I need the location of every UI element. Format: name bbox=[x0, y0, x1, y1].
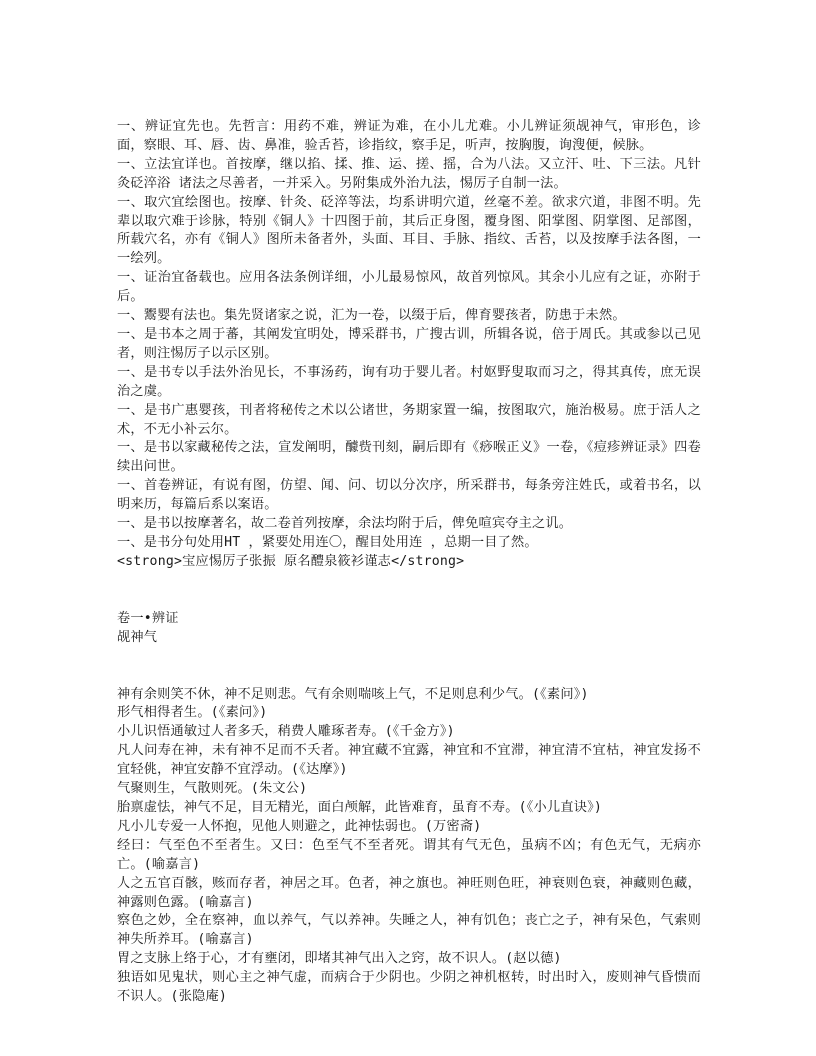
body-paragraph: 胃之支脉上络于心，才有壅闭，即堵其神气出入之窍，故不识人。(赵以德) bbox=[117, 951, 562, 967]
preface-paragraph: 一、是书广惠婴孩，刊者将秘传之术以公诸世，务期家置一编，按图取穴，施治极易。庶于活人之术，不无小补云尔。 bbox=[117, 402, 701, 437]
document-page bbox=[117, 118, 701, 1007]
body-section bbox=[117, 686, 701, 1007]
body-paragraph: 人之五官百骸，赅而存者，神居之耳。色者，神之旗也。神旺则色旺，神衰则色衰，神藏则色藏，神露则色露。(喻嘉言) bbox=[117, 875, 701, 910]
body-paragraph: 经曰：气至色不至者生。又曰：色至气不至者死。谓其有气无色，虽病不凶；有色无气，无病亦亡。(喻嘉言) bbox=[117, 837, 701, 872]
preface-paragraph: 一、首卷辨证，有说有图，仿望、闻、问、切以分次序，所采群书，每条旁注姓氏，或着书名，以明来历，每篇后系以案语。 bbox=[117, 478, 701, 513]
volume-heading bbox=[117, 610, 701, 648]
section-title: 觇神气 bbox=[117, 629, 158, 645]
preface-paragraph: 一、取穴宜绘图也。按摩、针灸、砭淬等法，均系讲明穴道，丝毫不差。欲求穴道，非图不明。先辈以取穴难于诊脉，特别《铜人》十四图于前，其后正身图，覆身图、阳掌图、阴掌图、足部图，所载穴名，亦有《铜人》图所未备者外，头面、耳目、手脉、指纹、舌苔，以及按摩手法各图，一一绘列。 bbox=[117, 194, 701, 267]
spacer bbox=[117, 648, 701, 686]
preface-signature: <strong>宝应惕厉子张振 原名醴泉筱衫谨志</strong> bbox=[117, 553, 465, 569]
body-paragraph: 凡小儿专爱一人怀抱，见他人则避之，此神怯弱也。(万密斋) bbox=[117, 818, 482, 834]
preface-paragraph: 一、证治宜备载也。应用各法条例详细，小儿最易惊风，故首列惊风。其余小儿应有之证，亦附于后。 bbox=[117, 270, 701, 305]
preface-paragraph: 一、立法宜详也。首按摩，继以掐、揉、推、运、搓、摇，合为八法。又立汗、吐、下三法。凡针灸砭淬浴 诸法之尽善者，一并采入。另附集成外治九法，惕厉子自制一法。 bbox=[117, 156, 701, 191]
volume-title: 卷一•辨证 bbox=[117, 610, 179, 626]
preface-paragraph: 一、鬻婴有法也。集先贤诸家之说，汇为一卷，以缀于后，俾育婴孩者，防患于未然。 bbox=[117, 308, 626, 324]
body-paragraph: 凡人问寿在神，未有神不足而不夭者。神宜藏不宜露，神宜和不宜滞，神宜清不宜枯，神宜发扬不宜轻佻，神宜安静不宜浮动。(《达摩》) bbox=[117, 743, 701, 778]
preface-paragraph: 一、是书以按摩著名，故二卷首列按摩，余法均附于后，俾免喧宾夺主之讥。 bbox=[117, 516, 573, 532]
body-paragraph: 胎禀虚怯，神气不足，目无精光，面白颅解，此皆难育，虽育不寿。(《小儿直诀》) bbox=[117, 800, 603, 815]
body-paragraph: 气聚则生，气散则死。(朱文公) bbox=[117, 781, 308, 797]
preface-paragraph: 一、是书以家藏秘传之法，宣发阐明，醵赀刊刻，嗣后即有《痧喉正义》一卷，《痘疹辨证录》四卷续出问世。 bbox=[117, 440, 701, 475]
body-paragraph: 神有余则笑不休，神不足则悲。气有余则喘咳上气，不足则息利少气。(《素问》) bbox=[117, 686, 589, 702]
body-paragraph: 形气相得者生。(《素问》) bbox=[117, 705, 268, 721]
body-paragraph: 察色之妙，全在察神，血以养气，气以养神。失睡之人，神有饥色；丧亡之子，神有呆色，气索则神失所养耳。(喻嘉言) bbox=[117, 913, 701, 948]
spacer bbox=[117, 572, 701, 610]
body-paragraph: 独语如见鬼状，则心主之神气虚，而病合于少阴也。少阴之神机枢转，时出时入，废则神气昏愦而不识人。(张隐庵) bbox=[117, 970, 701, 1005]
preface-paragraph: 一、是书分句处用HT ，紧要处用连〇，醒目处用连 ，总期一目了然。 bbox=[117, 534, 538, 550]
body-paragraph: 小儿识悟通敏过人者多夭，稍费人雕琢者寿。(《千金方》) bbox=[117, 724, 455, 740]
preface-paragraph: 一、是书专以手法外治见长，不事汤药，询有功于婴儿者。村妪野叟取而习之，得其真传，庶无误治之虞。 bbox=[117, 364, 701, 399]
preface-paragraph: 一、辨证宜先也。先哲言：用药不难，辨证为难，在小儿尤难。小儿辨证须觇神气，审形色，诊面，察眼、耳、唇、齿、鼻准，验舌苔，诊指纹，察手足，听声，按胸腹，询溲便，候脉。 bbox=[117, 119, 701, 153]
preface-section bbox=[117, 118, 701, 572]
preface-paragraph: 一、是书本之周于蕃，其阐发宜明处，博采群书，广搜古训，所辑各说，倍于周氏。其或参以己见者，则注惕厉子以示区别。 bbox=[117, 326, 701, 361]
